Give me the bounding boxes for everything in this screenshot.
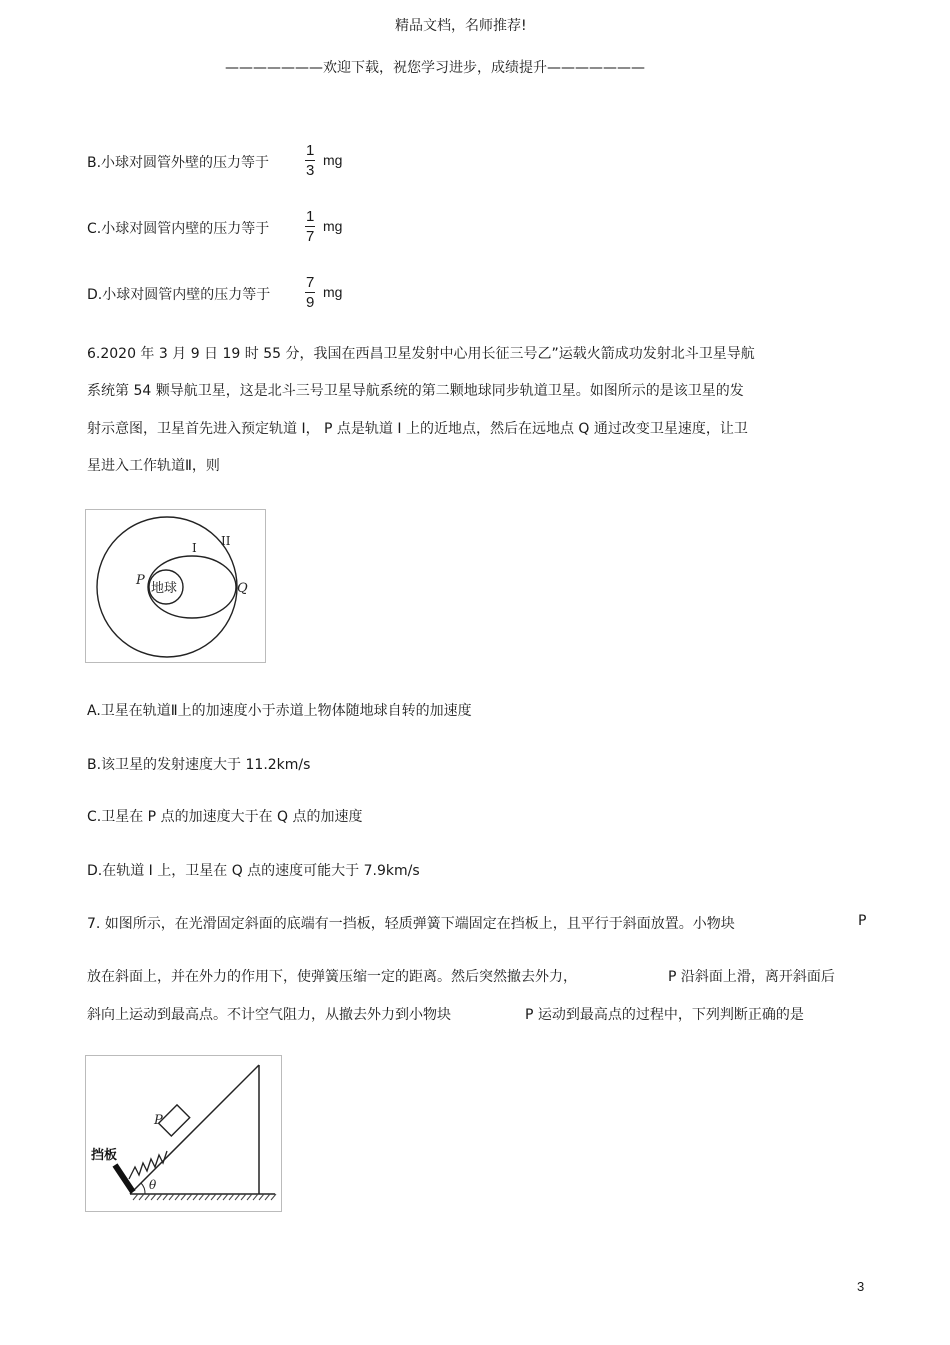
page-number: 3 bbox=[857, 1279, 865, 1294]
angle-arc bbox=[141, 1183, 145, 1194]
fraction-bar bbox=[305, 292, 315, 293]
point-p-label: P bbox=[136, 573, 145, 588]
q7-line-1: 7. 如图所示，在光滑固定斜面的底端有一挡板，轻质弹簧下端固定在挡板上，且平行于斜面放置。小物块 bbox=[87, 916, 735, 932]
q6-orbit-figure bbox=[85, 509, 267, 664]
q6-option-c: C.卫星在 P 点的加速度大于在 Q 点的加速度 bbox=[87, 809, 363, 825]
q5-option-c-unit: mg bbox=[323, 218, 343, 234]
q5-option-c: C.小球对圆管内壁的压力等于 bbox=[87, 221, 270, 237]
q7-line-3: 斜向上运动到最高点。不计空气阻力，从撤去外力到小物块 bbox=[87, 1007, 451, 1023]
fraction-numerator: 1 bbox=[306, 142, 315, 159]
header-subtitle: ———————欢迎下载，祝您学习进步，成绩提升——————— bbox=[225, 60, 645, 76]
q6-line-4: 星进入工作轨道Ⅱ，则 bbox=[87, 458, 220, 474]
orbit-i-label: I bbox=[192, 541, 197, 555]
q7-incline-figure bbox=[85, 1055, 283, 1213]
fraction-denominator: 7 bbox=[306, 228, 315, 245]
q5-option-c-fraction bbox=[305, 208, 315, 245]
q6-line-3: 射示意图，卫星首先进入预定轨道 Ⅰ， P 点是轨道 Ⅰ 上的近地点，然后在远地点 Q 通过改变卫星速度，让卫 bbox=[87, 421, 748, 437]
q6-option-b: B.该卫星的发射速度大于 11.2km/s bbox=[87, 757, 311, 773]
q7-line-2-cont: P 沿斜面上滑，离开斜面后 bbox=[668, 969, 835, 985]
fraction-denominator: 9 bbox=[306, 294, 315, 311]
angle-label: θ bbox=[149, 1178, 157, 1192]
q5-option-b-unit: mg bbox=[323, 152, 343, 168]
q7-line-3-cont: P 运动到最高点的过程中，下列判断正确的是 bbox=[525, 1007, 804, 1023]
ground-hatching bbox=[133, 1194, 276, 1200]
fraction-numerator: 1 bbox=[306, 208, 315, 225]
baffle bbox=[115, 1165, 133, 1192]
q5-option-d-fraction bbox=[305, 274, 315, 311]
q6-line-1: 6.2020 年 3 月 9 日 19 时 55 分，我国在西昌卫星发射中心用长征三号乙”运载火箭成功发射北斗卫星导航 bbox=[87, 346, 755, 362]
orbit-ii-label: II bbox=[221, 534, 231, 548]
figure-frame bbox=[86, 1056, 282, 1212]
fraction-bar bbox=[305, 160, 315, 161]
q5-option-d: D.小球对圆管内壁的压力等于 bbox=[87, 287, 271, 303]
q7-line-2: 放在斜面上，并在外力的作用下，使弹簧压缩一定的距离。然后突然撤去外力， bbox=[87, 969, 577, 985]
fraction-numerator: 7 bbox=[306, 274, 315, 291]
header-title: 精品文档，名师推荐! bbox=[395, 18, 527, 34]
point-q-label: Q bbox=[237, 581, 248, 596]
q7-line-1-p: P bbox=[858, 913, 867, 929]
block-p-label: P bbox=[154, 1113, 163, 1128]
baffle-label: 挡板 bbox=[91, 1148, 118, 1163]
incline-surface bbox=[130, 1065, 259, 1194]
q6-option-a: A.卫星在轨道Ⅱ上的加速度小于赤道上物体随地球自转的加速度 bbox=[87, 703, 472, 719]
spring bbox=[129, 1151, 167, 1179]
fraction-denominator: 3 bbox=[306, 162, 315, 179]
fraction-bar bbox=[305, 226, 315, 227]
q5-option-b: B.小球对圆管外壁的压力等于 bbox=[87, 155, 270, 171]
q6-option-d: D.在轨道 Ⅰ 上，卫星在 Q 点的速度可能大于 7.9km/s bbox=[87, 863, 420, 879]
q6-line-2: 系统第 54 颗导航卫星，这是北斗三号卫星导航系统的第二颗地球同步轨道卫星。如图所示的是该卫星的发 bbox=[87, 383, 744, 399]
block-p bbox=[159, 1105, 190, 1136]
q5-option-d-unit: mg bbox=[323, 284, 343, 300]
earth-label: 地球 bbox=[151, 581, 178, 596]
q5-option-b-fraction bbox=[305, 142, 315, 179]
